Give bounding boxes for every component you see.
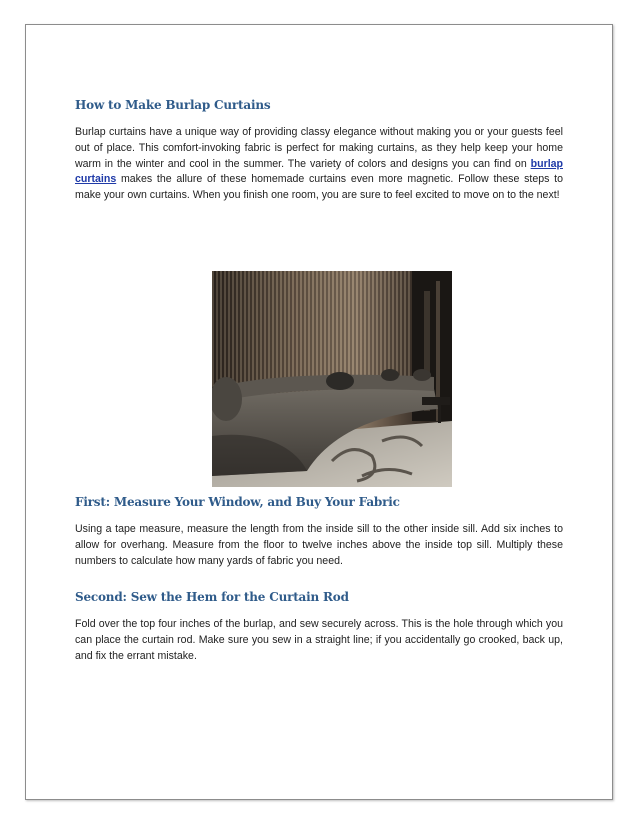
- sew-paragraph: Fold over the top four inches of the burlap, and sew securely across. This is the hole through which you can place the curtain rod. Make sure you sew in a straight line; if you accidentally go crooked, back up, and fix the errant mistake.: [75, 618, 563, 662]
- sofa-photo: [212, 271, 452, 487]
- measure-paragraph: Using a tape measure, measure the length from the inside sill to the other inside sill. Add six inches to allow for overhang. Measure from the floor to twelve inches above the inside top sill. Multiply these numbers to calculate how many yards of fabric you need.: [75, 523, 563, 567]
- document-content-lower: [75, 495, 563, 665]
- document-page: [25, 24, 613, 800]
- intro-text-2: makes the allure of these homemade curtains even more magnetic. Follow these steps to make your own curtains. When you finish one room, you are sure to feel excited to move on to the next!: [75, 173, 563, 202]
- intro-paragraph: [75, 125, 563, 204]
- section-heading-sew: Second: Sew the Hem for the Curtain Rod: [75, 590, 349, 605]
- burlap-curtains-link[interactable]: burlap curtains: [75, 157, 563, 186]
- intro-text-1: Burlap curtains have a unique way of providing classy elegance without making you or your guests feel out of place. This comfort-invoking fabric is perfect for making curtains, as they help keep your home warm in the winter and cool in the summer. The variety of colors and designs you can find on: [75, 126, 563, 170]
- section-heading-how-to: How to Make Burlap Curtains: [75, 98, 271, 112]
- section-heading-measure: First: Measure Your Window, and Buy Your Fabric: [75, 495, 400, 509]
- document-content: [75, 98, 563, 204]
